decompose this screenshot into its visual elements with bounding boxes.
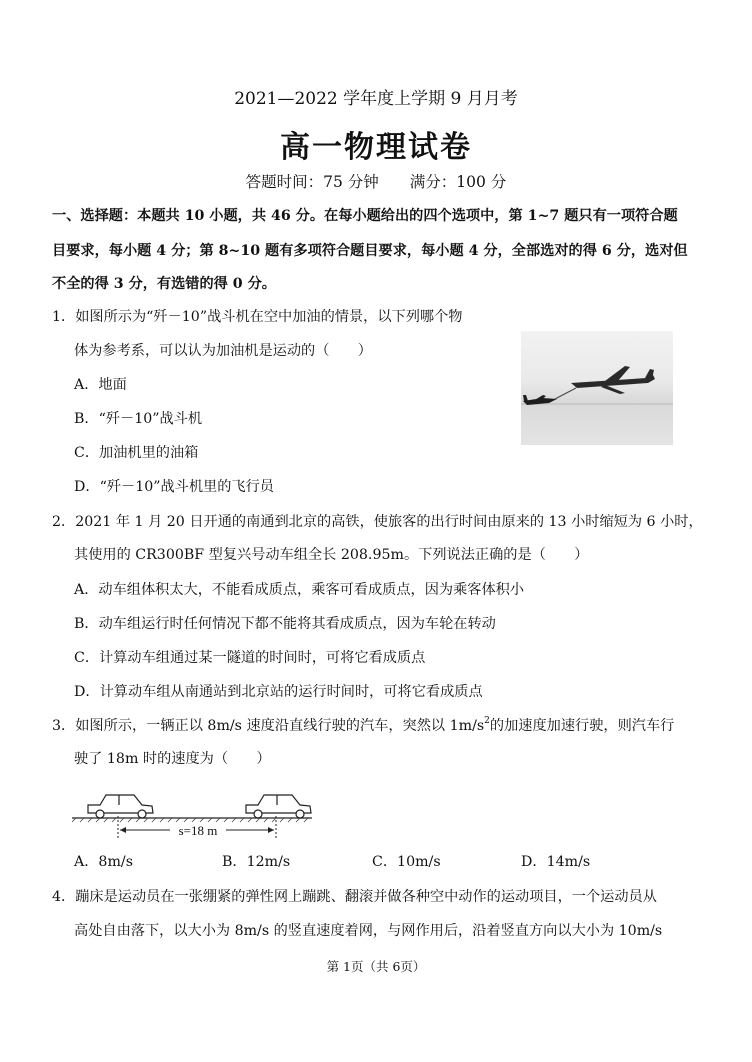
- answer-choice-c: C．10m/s: [372, 854, 441, 870]
- exam-meta: 答题时间：75 分钟 满分：100 分: [245, 173, 507, 191]
- question-stem: 4．蹦床是运动员在一张绷紧的弹性网上蹦跳、翻滚并做各种空中动作的运动项目，一个运动员从: [52, 889, 657, 905]
- section-instructions-line: 一、选择题：本题共 10 小题，共 46 分。在每小题给出的四个选项中，第 1~7 题只有一项符合题: [52, 208, 678, 224]
- answer-choice-d: D．14m/s: [521, 854, 591, 870]
- question-option: A．地面: [74, 377, 127, 393]
- car-icon: [246, 795, 311, 818]
- question-option: B．动车组运行时任何情况下都不能将其看成质点，因为车轮在转动: [74, 616, 496, 632]
- question-stem: 1．如图所示为“歼－10”战斗机在空中加油的情景，以下列哪个物: [52, 309, 463, 325]
- exam-header: 2021—2022 学年度上学期 9 月月考: [234, 89, 518, 109]
- section-instructions-line: 不全的得 3 分，有选错的得 0 分。: [52, 276, 276, 292]
- displacement-label: s=18 m: [178, 823, 218, 838]
- exam-title: 高一物理试卷: [280, 130, 472, 165]
- question-stem: 驶了 18m 时的速度为（ ）: [74, 751, 271, 767]
- question-stem: 2．2021 年 1 月 20 日开通的南通到北京的高铁，使旅客的出行时间由原来的 13 小时缩短为 6 小时，: [52, 514, 703, 530]
- question-option: D．“歼－10”战斗机里的飞行员: [74, 479, 274, 495]
- question-stem: 高处自由落下，以大小为 8m/s 的竖直速度着网，与网作用后，沿着竖直方向以大小为 10m/s: [74, 923, 663, 939]
- car-displacement-figure: [72, 782, 312, 844]
- question-option: D．计算动车组从南通站到北京站的运行时间时，可将它看成质点: [74, 684, 483, 700]
- refueling-photo: [521, 331, 673, 445]
- answer-choice-b: B．12m/s: [222, 854, 291, 870]
- car-icon: [88, 795, 153, 818]
- question-stem: 3．如图所示，一辆正以 8m/s 速度沿直线行驶的汽车，突然以 $1m/s^2$的加速度加速行驶，则汽车行: [52, 716, 675, 734]
- question-stem: 其使用的 CR300BF 型复兴号动车组全长 208.95m。下列说法正确的是（ ）: [74, 547, 589, 563]
- question-stem: 体为参考系，可以认为加油机是运动的（ ）: [74, 343, 372, 359]
- page-footer: 第 1页（共 6页）: [326, 959, 426, 974]
- question-option: B．“歼－10”战斗机: [74, 411, 203, 427]
- answer-choice-a: A．8m/s: [74, 854, 133, 870]
- question-option: A．动车组体积太大，不能看成质点，乘客可看成质点，因为乘客体积小: [74, 582, 525, 598]
- fighter-jet-icon: [523, 395, 557, 405]
- section-instructions-line: 目要求，每小题 4 分；第 8~10 题有多项符合题目要求，每小题 4 分，全部选对的得 6 分，选对但: [52, 243, 688, 259]
- tanker-aircraft-icon: [571, 366, 655, 394]
- question-option: C．计算动车组通过某一隧道的时间时，可将它看成质点: [74, 650, 426, 666]
- question-option: C．加油机里的油箱: [74, 445, 199, 461]
